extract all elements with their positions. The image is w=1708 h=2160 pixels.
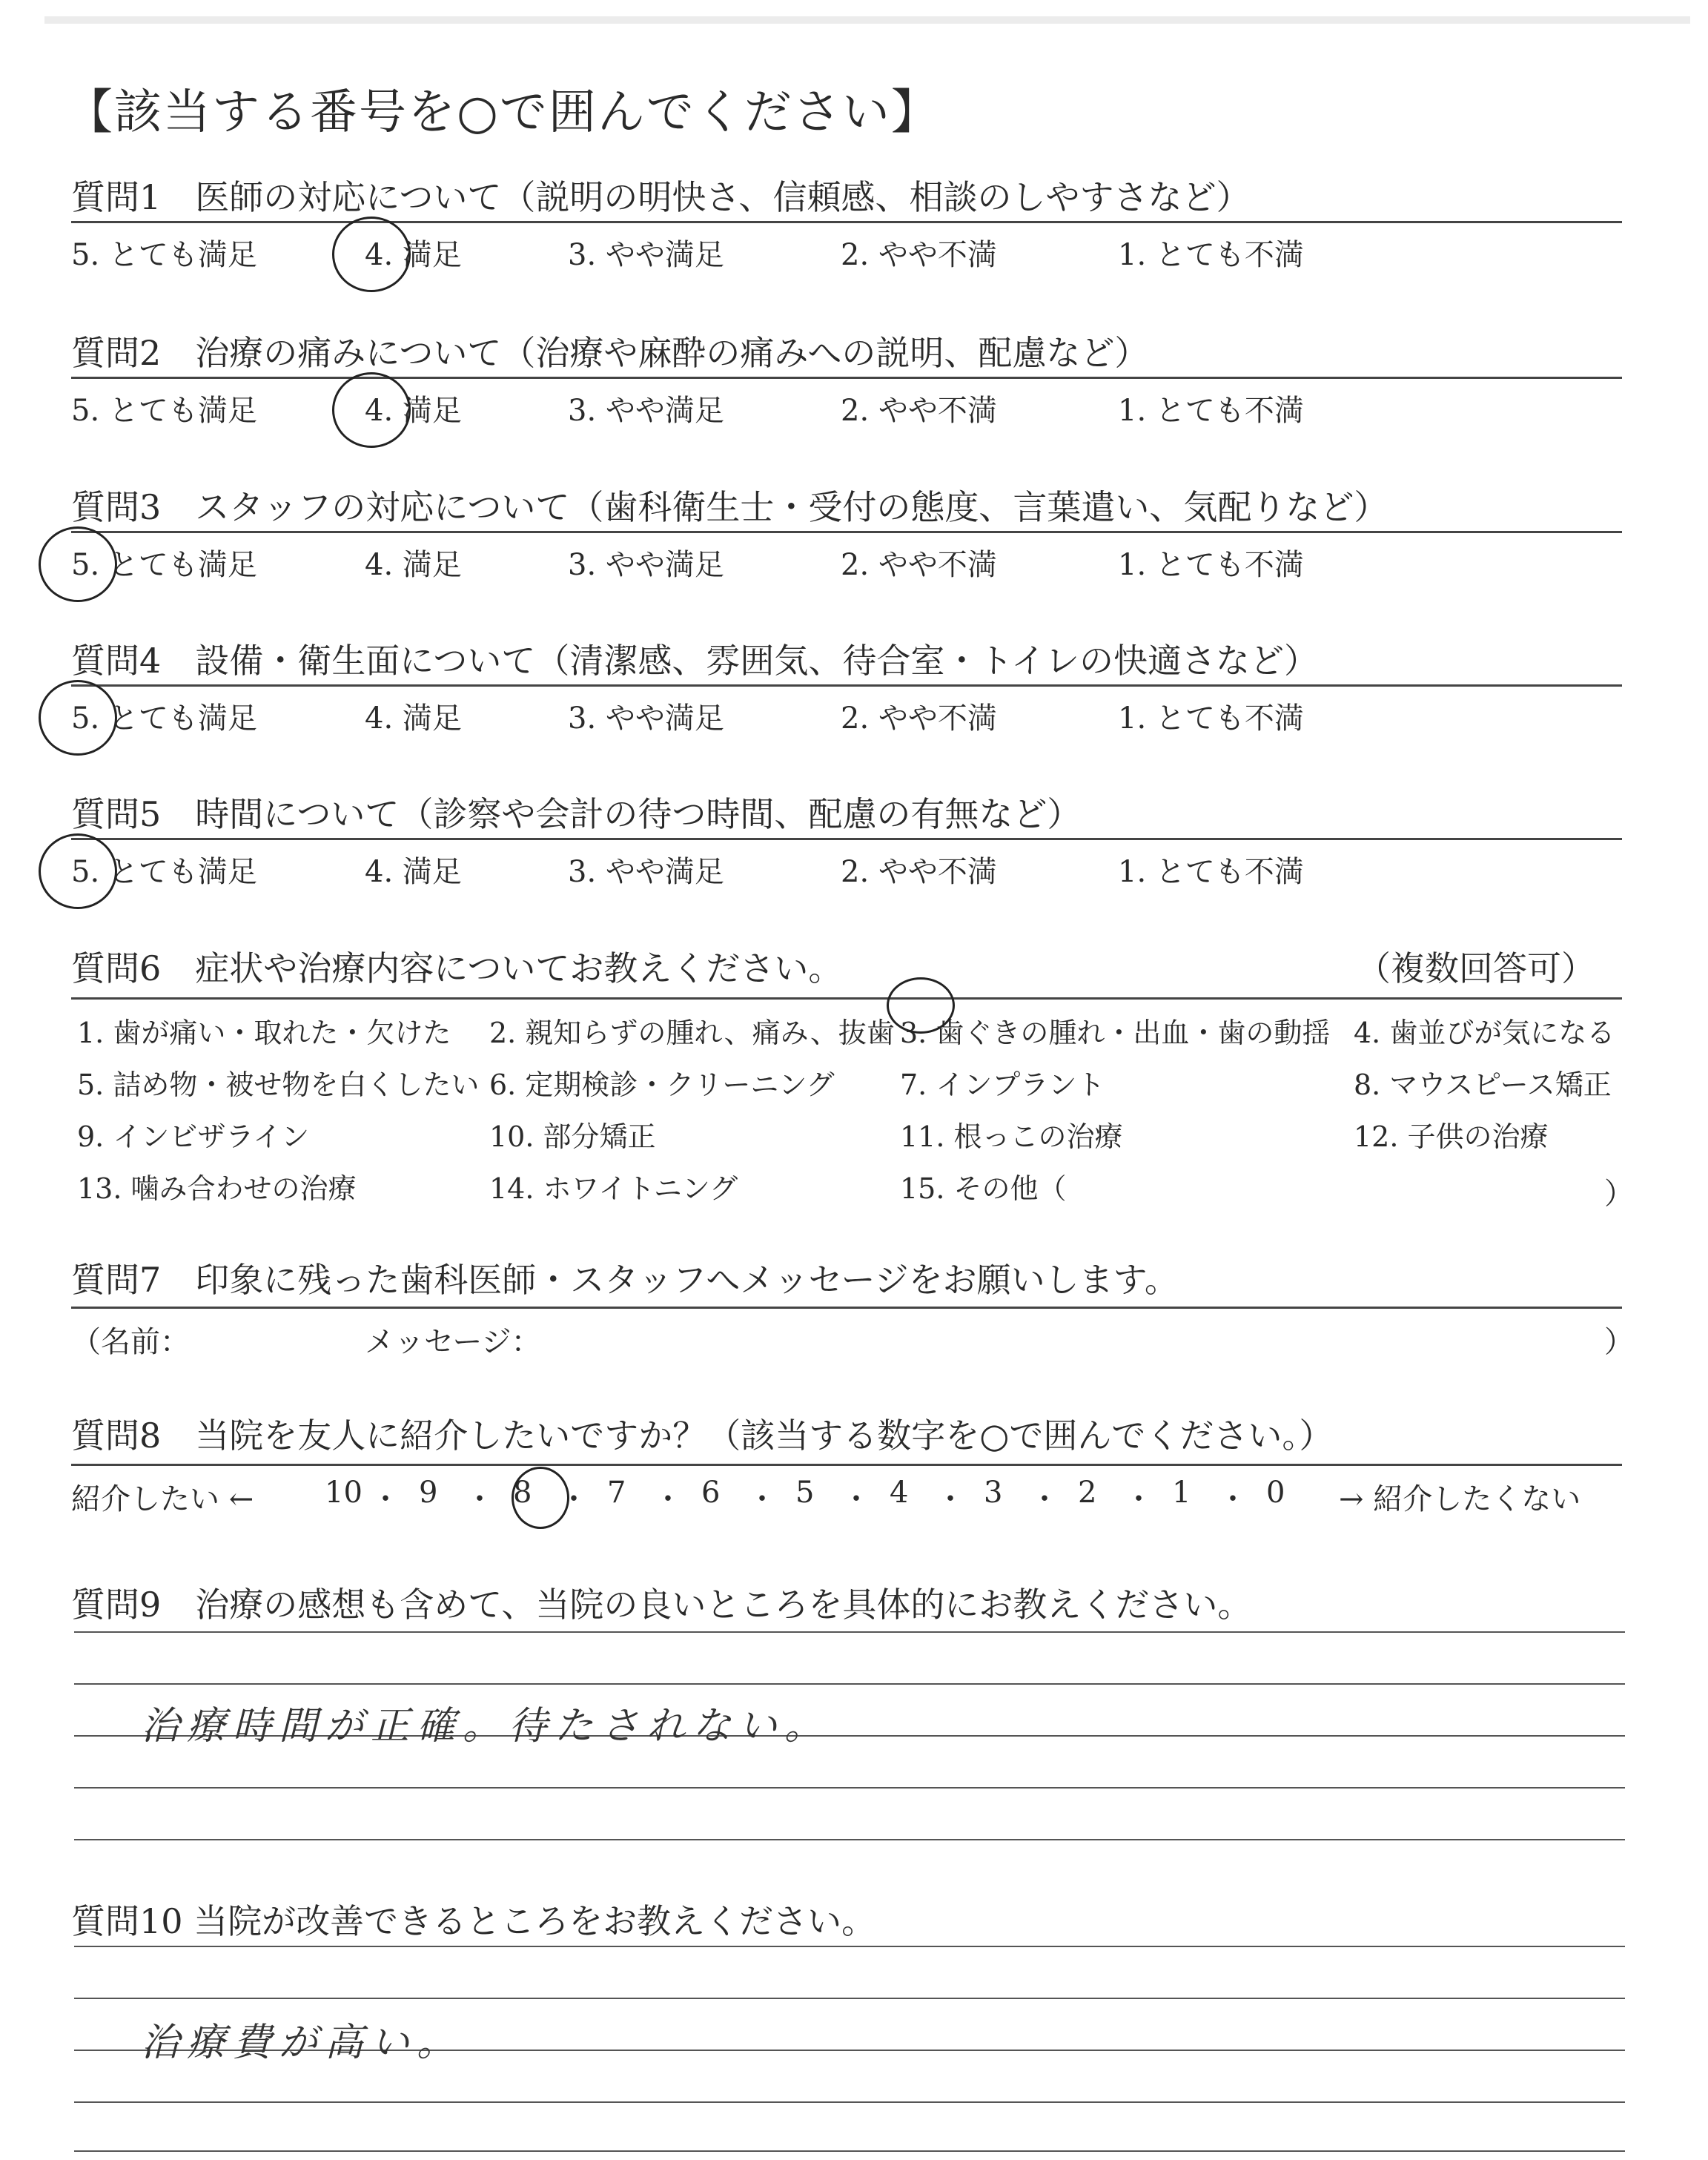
- q3-option-5[interactable]: 5. とても満足: [71, 548, 257, 582]
- q4-option-2[interactable]: 2. やや不満: [841, 701, 997, 736]
- q8-separator: ・: [371, 1482, 400, 1516]
- q10-line-2: [74, 1998, 1625, 1999]
- q6-option-10[interactable]: 10. 部分矯正: [489, 1120, 656, 1153]
- q8-separator: ・: [747, 1482, 777, 1516]
- q6-option-8[interactable]: 8. マウスピース矯正: [1354, 1069, 1612, 1101]
- q3-option-1[interactable]: 1. とても不満: [1118, 548, 1304, 582]
- q8-scale-5[interactable]: 5: [795, 1476, 815, 1510]
- q5-option-2[interactable]: 2. やや不満: [841, 855, 997, 889]
- q8-rule: [71, 1464, 1622, 1466]
- q8-selection-circle[interactable]: [512, 1467, 569, 1529]
- q6-selection-circle[interactable]: [887, 977, 955, 1034]
- q8-scale-1[interactable]: 1: [1172, 1476, 1191, 1510]
- q8-left-label: 紹介したい ←: [71, 1482, 254, 1516]
- q8-separator: ・: [841, 1482, 871, 1516]
- q4-option-5[interactable]: 5. とても満足: [71, 701, 257, 736]
- q2-option-3[interactable]: 3. やや満足: [568, 394, 724, 428]
- q10-line-1: [74, 1946, 1625, 1947]
- q9-line-2: [74, 1683, 1625, 1685]
- q3-option-4[interactable]: 4. 満足: [365, 548, 462, 582]
- q8-scale-9[interactable]: 9: [419, 1476, 438, 1510]
- q5-rule: [71, 838, 1622, 840]
- q6-note: （複数回答可）: [1357, 948, 1595, 988]
- q8-right-label: → 紹介したくない: [1339, 1482, 1581, 1516]
- q6-option-2[interactable]: 2. 親知らずの腫れ、痛み、抜歯: [489, 1017, 895, 1049]
- q6-option-3[interactable]: 3. 歯ぐきの腫れ・出血・歯の動揺: [900, 1017, 1331, 1049]
- q6-rule: [71, 997, 1622, 1000]
- q3-label: 質問3 スタッフの対応について（歯科衛生士・受付の態度、言葉遣い、気配りなど）: [71, 487, 1388, 527]
- q6-option-4[interactable]: 4. 歯並びが気になる: [1354, 1017, 1615, 1049]
- q3-rule: [71, 531, 1622, 533]
- scan-edge: [44, 16, 1690, 24]
- q2-label: 質問2 治療の痛みについて（治療や麻酔の痛みへの説明、配慮など）: [71, 333, 1149, 373]
- q5-selection-circle[interactable]: [39, 833, 117, 909]
- q4-label: 質問4 設備・衛生面について（清潔感、雰囲気、待合室・トイレの快適さなど）: [71, 641, 1319, 681]
- q6-option-13[interactable]: 13. 噛み合わせの治療: [77, 1172, 357, 1205]
- q9-handwritten-answer[interactable]: 治療時間が正確。待たされない。: [141, 1704, 831, 1748]
- q5-label: 質問5 時間について（診察や会計の待つ時間、配慮の有無など）: [71, 794, 1082, 834]
- page-title: 【該当する番号を○で囲んでください】: [65, 85, 940, 140]
- q6-option-9[interactable]: 9. インビザライン: [77, 1120, 310, 1153]
- q6-option-11[interactable]: 11. 根っこの治療: [900, 1120, 1123, 1153]
- q8-scale-6[interactable]: 6: [701, 1476, 721, 1510]
- q8-label: 質問8 当院を友人に紹介したいですか？（該当する数字を○で囲んでください。）: [71, 1416, 1334, 1456]
- q8-separator: ・: [1218, 1482, 1248, 1516]
- q4-option-1[interactable]: 1. とても不満: [1118, 701, 1304, 736]
- q8-scale-7[interactable]: 7: [607, 1476, 626, 1510]
- q8-separator: ・: [559, 1482, 589, 1516]
- q6-option-6[interactable]: 6. 定期検診・クリーニング: [489, 1069, 835, 1101]
- q6-option-12[interactable]: 12. 子供の治療: [1354, 1120, 1549, 1153]
- q1-rule: [71, 221, 1622, 223]
- q2-option-2[interactable]: 2. やや不満: [841, 394, 997, 428]
- q8-separator: ・: [653, 1482, 683, 1516]
- q2-option-5[interactable]: 5. とても満足: [71, 394, 257, 428]
- q7-name-label: （名前：: [71, 1325, 190, 1359]
- q2-option-1[interactable]: 1. とても不満: [1118, 394, 1304, 428]
- q2-option-4[interactable]: 4. 満足: [365, 394, 462, 428]
- q8-scale-10[interactable]: 10: [325, 1476, 363, 1510]
- q8-separator: ・: [465, 1482, 494, 1516]
- q9-label: 質問9 治療の感想も含めて、当院の良いところを具体的にお教えください。: [71, 1585, 1252, 1625]
- q4-rule: [71, 684, 1622, 687]
- q1-option-2[interactable]: 2. やや不満: [841, 238, 997, 272]
- q5-option-4[interactable]: 4. 満足: [365, 855, 462, 889]
- q9-line-5: [74, 1839, 1625, 1840]
- q1-option-1[interactable]: 1. とても不満: [1118, 238, 1304, 272]
- q6-option-7[interactable]: 7. インプラント: [900, 1069, 1105, 1101]
- q8-scale-8[interactable]: 8: [513, 1476, 532, 1510]
- q3-selection-circle[interactable]: [39, 526, 117, 602]
- q6-label: 質問6 症状や治療内容についてお教えください。: [71, 948, 843, 988]
- q4-selection-circle[interactable]: [39, 680, 117, 756]
- q5-option-3[interactable]: 3. やや満足: [568, 855, 724, 889]
- q6-option-1[interactable]: 1. 歯が痛い・取れた・欠けた: [77, 1017, 451, 1049]
- q1-label: 質問1 医師の対応について（説明の明快さ、信頼感、相談のしやすさなど）: [71, 177, 1251, 217]
- q7-message-label: メッセージ：: [365, 1325, 541, 1359]
- q5-option-1[interactable]: 1. とても不満: [1118, 855, 1304, 889]
- q6-other-close: ）: [1604, 1177, 1634, 1211]
- q7-label: 質問7 印象に残った歯科医師・スタッフへメッセージをお願いします。: [71, 1260, 1179, 1300]
- q9-line-4: [74, 1787, 1625, 1789]
- q7-close: ）: [1604, 1325, 1634, 1359]
- q10-line-4: [74, 2101, 1625, 2103]
- q8-separator: ・: [1124, 1482, 1153, 1516]
- q2-selection-circle[interactable]: [332, 372, 411, 448]
- q4-option-3[interactable]: 3. やや満足: [568, 701, 724, 736]
- q3-option-3[interactable]: 3. やや満足: [568, 548, 724, 582]
- q10-handwritten-answer[interactable]: 治療費が高い。: [141, 2021, 463, 2065]
- q8-scale-2[interactable]: 2: [1078, 1476, 1097, 1510]
- q6-option-14[interactable]: 14. ホワイトニング: [489, 1172, 738, 1205]
- q8-scale-4[interactable]: 4: [890, 1476, 909, 1510]
- q8-scale-3[interactable]: 3: [984, 1476, 1003, 1510]
- q10-label: 質問10 当院が改善できるところをお教えください。: [71, 1901, 876, 1941]
- q9-line-1: [74, 1631, 1625, 1633]
- q3-option-2[interactable]: 2. やや不満: [841, 548, 997, 582]
- q7-rule: [71, 1307, 1622, 1309]
- q6-option-5[interactable]: 5. 詰め物・被せ物を白くしたい: [77, 1069, 480, 1101]
- q1-option-3[interactable]: 3. やや満足: [568, 238, 724, 272]
- q8-scale-0[interactable]: 0: [1266, 1476, 1285, 1510]
- q8-separator: ・: [936, 1482, 965, 1516]
- q2-rule: [71, 377, 1622, 379]
- q1-option-5[interactable]: 5. とても満足: [71, 238, 257, 272]
- q5-option-5[interactable]: 5. とても満足: [71, 855, 257, 889]
- q1-option-4[interactable]: 4. 満足: [365, 238, 462, 272]
- q10-line-5: [74, 2150, 1625, 2152]
- q1-selection-circle[interactable]: [332, 217, 411, 292]
- q6-option-15[interactable]: 15. その他（: [900, 1172, 1067, 1205]
- q4-option-4[interactable]: 4. 満足: [365, 701, 462, 736]
- q8-separator: ・: [1030, 1482, 1059, 1516]
